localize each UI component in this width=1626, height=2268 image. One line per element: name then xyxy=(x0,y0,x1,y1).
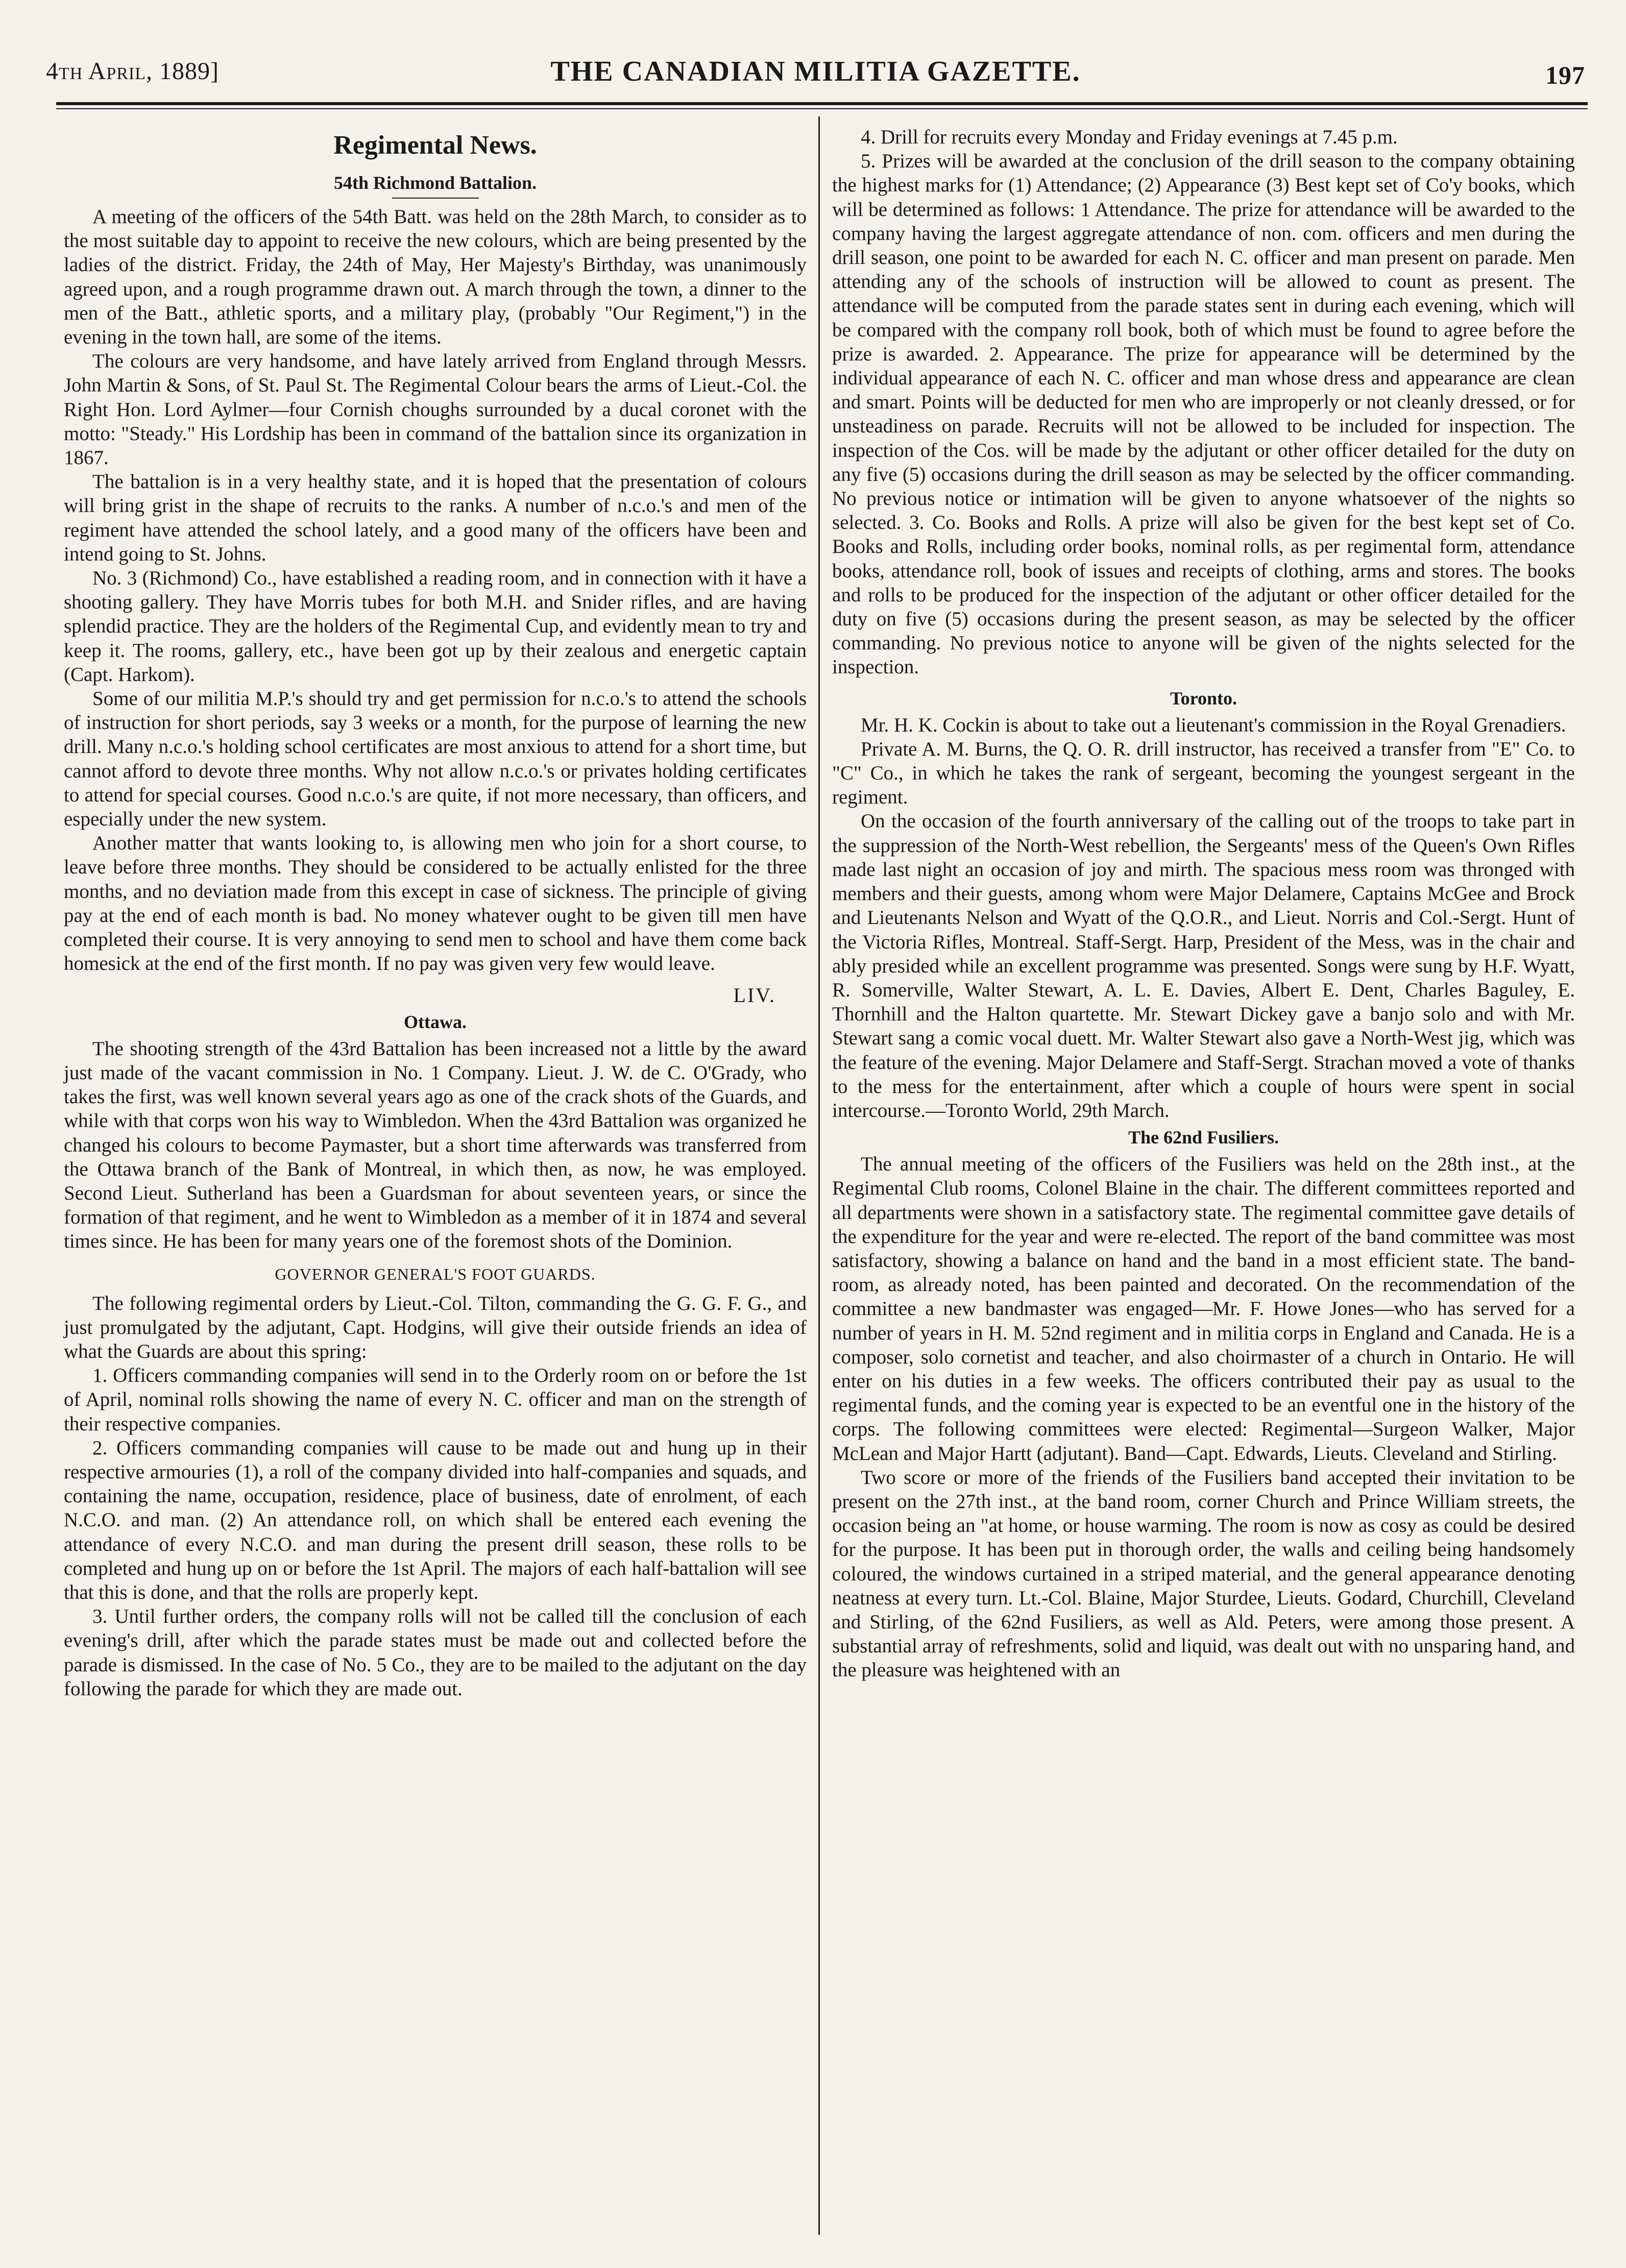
page-header xyxy=(46,51,1585,92)
paragraph: 3. Until further orders, the company rolls will not be called till the conclusion of each evening's drill, after which the parade states must be made out and collected before the parade is dismissed. In the case of No. 5 Co., they are to be mailed to the adjutant on the day following the parade for which they are made out. xyxy=(64,1605,807,1700)
paragraph: A meeting of the officers of the 54th Batt. was held on the 28th March, to consider as to the most suitable day to appoint to receive the new colours, which are being presented by the ladies of the district. Friday, the 24th of May, Her Majesty's Birthday, was unanimously agreed upon, and a rough programme drawn out. A march through the town, a dinner to the men of the Batt., athletic sports, and a military play, (probably "Our Regiment,") in the evening in the town hall, are some of the items. xyxy=(64,206,807,349)
article-heading-fusiliers: The 62nd Fusiliers. xyxy=(1128,1127,1279,1148)
paragraph: Mr. H. K. Cockin is about to take out a lieutenant's commission in the Royal Grenadiers. xyxy=(861,714,1566,736)
paragraph: No. 3 (Richmond) Co., have established a reading room, and in connection with it have a shooting gallery. They have Morris tubes for both M.H. and Snider rifles, and are having splendid practice. They are the holders of the Regimental Cup, and evidently mean to try and keep it. The rooms, gallery, etc., have been got up by their zealous and energetic captain (Capt. Harkom). xyxy=(64,567,807,686)
paragraph: The following regimental orders by Lieut.-Col. Tilton, commanding the G. G. F. G., and just promulgated by the adjutant, Capt. Hodgins, will give their outside friends an idea of what the Guards are about this spring: xyxy=(64,1292,807,1362)
paragraph: The battalion is in a very healthy state, and it is hoped that the presentation of colours will bring grist in the shape of recruits to the ranks. A number of n.c.o.'s and men of the regiment have attended the school lately, and a good many of the officers have been and intend going to St. Johns. xyxy=(64,471,807,565)
right-column xyxy=(832,125,1575,1682)
paragraph: The shooting strength of the 43rd Battalion has been increased not a little by the award just made of the vacant commission in No. 1 Company. Lieut. J. W. de C. O'Grady, who takes the first, was well known several years ago as one of the crack shots of the Guards, and while with that corps won his way to Wimbledon. When the 43rd Battalion was organized he changed his colours to become Paymaster, but a short time afterwards was transferred from the Ottawa branch of the Bank of Montreal, in which then, as now, he was employed. Second Lieut. Sutherland has been a Guardsman for about seventeen years, or since the formation of that regiment, and he went to Wimbledon as a member of it in 1874 and several times since. He has been for many years one of the foremost shots of the Dominion. xyxy=(64,1037,807,1253)
subheading-foot-guards: GOVERNOR GENERAL'S FOOT GUARDS. xyxy=(275,1264,596,1283)
article-heading-toronto: Toronto. xyxy=(1170,688,1237,709)
issue-date: 4th April, 1889] xyxy=(46,58,219,85)
header-rule-thick xyxy=(56,102,1588,105)
paragraph: Another matter that wants looking to, is allowing men who join for a short course, to leave before three months. They should be considered to be actually enlisted for the three months, and no deviation made from this except in case of sickness. The principle of giving pay at the end of each month is bad. No money whatever ought to be given till men have completed their course. It is very annoying to send men to school and have them come back homesick at the end of the first month. If no pay was given very few would leave. xyxy=(64,832,807,975)
article-heading-ottawa: Ottawa. xyxy=(404,1011,467,1032)
heading-rule xyxy=(392,198,479,199)
paragraph: 1. Officers commanding companies will send in to the Orderly room on or before the 1st of April, nominal rolls showing the name of every N. C. officer and man on the strength of their respective companies. xyxy=(64,1364,807,1435)
page-number: 197 xyxy=(1545,61,1585,89)
left-column xyxy=(64,125,807,1701)
paragraph: The colours are very handsome, and have lately arrived from England through Messrs. John Martin & Sons, of St. Paul St. The Regimental Colour bears the arms of Lieut.-Col. the Right Hon. Lord Aylmer—four Cornish choughs surrounded by a ducal coronet with the motto: "Steady." His Lordship has been in command of the battalion since its organization in 1867. xyxy=(64,350,807,469)
paragraph: 5. Prizes will be awarded at the conclusion of the drill season to the company obtaining the highest marks for (1) Attendance; (2) Appearance (3) Best kept set of Co'y books, which will be determined as follows: 1 Attendance. The prize for attendance will be awarded to the company having the largest aggregate attendance of non. com. officers and men during the drill season, one point to be awarded for each N. C. officer and man present on parade. Men attending any of the schools of instruction will be allowed to count as present. The attendance will be computed from the parade states sent in during each evening, which will be compared with the company roll book, both of which must be found to agree before the prize is awarded. 2. Appearance. The prize for appearance will be determined by the individual appearance of each N. C. officer and man whose dress and appearance are clean and smart. Points will be deducted for men who are improperly or not cleanly dressed, or for unsteadiness on parade. Recruits will not be allowed to be included for inspection. The inspection of the Cos. will be made by the adjutant or other officer detailed for the duty on any five (5) occasions during the drill season as may be selected by the officer commanding. No previous notice or intimation will be given to anyone whatsoever of the nights so selected. 3. Co. Books and Rolls. A prize will also be given for the best kept set of Co. Books and Rolls, including order books, nominal rolls, as per regimental form, attendance books, attendance roll, book of issues and receipts of clothing, arms and stores. The books and rolls to be produced for the inspection of the adjutant or other officer detailed for the duty on five (5) occasions during the present season, as may be selected by the officer commanding. No previous notice to anyone will be given of the nights selected for the inspection. xyxy=(832,150,1575,678)
signature: LIV. xyxy=(733,983,776,1007)
article-heading-richmond: 54th Richmond Battalion. xyxy=(333,173,537,193)
paragraph: On the occasion of the fourth anniversary of the calling out of the troops to take part in the suppression of the North-West rebellion, the Sergeants' mess of the Queen's Own Rifles made last night an occasion of joy and mirth. The spacious mess room was thronged with members and their guests, among whom were Major Delamere, Captains McGee and Brock and Lieutenants Nelson and Wyatt of the Q.O.R., and Lieut. Norris and Col.-Sergt. Hunt of the Victoria Rifles, Montreal. Staff-Sergt. Harp, President of the Mess, was in the chair and ably presided while an excellent programme was presented. Songs were sung by H.F. Wyatt, R. Somerville, Walter Stewart, A. L. E. Davies, Albert E. Dent, Charles Baguley, E. Thornhill and the Halton quartette. Mr. Stewart Dickey gave a banjo solo and with Mr. Stewart sang a comic vocal duett. Mr. Walter Stewart also gave a North-West jig, which was the feature of the evening. Major Delamere and Staff-Sergt. Strachan moved a vote of thanks to the mess for the entertainment, after which a couple of hours were spent in social intercourse.—Toronto World, 29th March. xyxy=(832,810,1575,1121)
paragraph: 4. Drill for recruits every Monday and Friday evenings at 7.45 p.m. xyxy=(861,126,1398,148)
paragraph: Private A. M. Burns, the Q. O. R. drill instructor, has received a transfer from "E" Co. to "C" Co., in which he takes the rank of sergeant, becoming the youngest sergeant in the regiment. xyxy=(832,738,1575,809)
gazette-title: THE CANADIAN MILITIA GAZETTE. xyxy=(550,56,1081,87)
paragraph: 2. Officers commanding companies will cause to be made out and hung up in their respective armouries (1), a roll of the company divided into half-companies and squads, and containing the name, occupation, residence, place of business, date of enrolment, of each N.C.O. and man. (2) An attendance roll, on which shall be entered each evening the attendance of every N.C.O. and man during the present drill season, these rolls to be completed and hung up on or before the 1st April. The majors of each half-battalion will see that this is done, and that the rolls are properly kept. xyxy=(64,1436,807,1603)
column-divider xyxy=(818,116,820,2235)
header-rule-thin xyxy=(56,108,1588,109)
section-title: Regimental News. xyxy=(333,131,537,160)
paragraph: Two score or more of the friends of the Fusiliers band accepted their invitation to be present on the 27th inst., at the band room, corner Church and Prince William streets, the occasion being an "at home, or house warming. The room is now as cosy as could be desired for the purpose. It has been put in thorough order, the walls and ceiling being handsomely coloured, the windows curtained in a striped material, and the general appearance denoting neatness at every turn. Lt.-Col. Blaine, Major Sturdee, Lieuts. Godard, Churchill, Cleveland and Stirling, of the 62nd Fusiliers, as well as Ald. Peters, were among those present. A substantial array of refreshments, solid and liquid, was dealt out with no unsparing hand, and the pleasure was heightened with an xyxy=(832,1466,1575,1681)
paragraph: The annual meeting of the officers of the Fusiliers was held on the 28th inst., at the Regimental Club rooms, Colonel Blaine in the chair. The different committees reported and all departments were shown in a satisfactory state. The regimental committee gave details of the expenditure for the year and were re-elected. The report of the band committee was most satisfactory, showing a balance on hand and the band in a most efficient state. The band-room, as already noted, has been painted and decorated. On the recommendation of the committee a new bandmaster was engaged—Mr. F. Howe Jones—who has served for a number of years in H. M. 52nd regiment and in militia corps in England and Canada. He is a composer, solo cornetist and teacher, and also choirmaster of a church in Ontario. He will enter on his duties in a few weeks. The officers contributed their pay as usual to the regimental funds, and the coming year is expected to be an eventful one in the history of the corps. The following committees were elected: Regimental—Surgeon Walker, Major McLean and Major Hartt (adjutant). Band—Capt. Edwards, Lieuts. Cleveland and Stirling. xyxy=(832,1153,1575,1465)
paragraph: Some of our militia M.P.'s should try and get permission for n.c.o.'s to attend the schools of instruction for short periods, say 3 weeks or a month, for the purpose of learning the new drill. Many n.c.o.'s holding school certificates are most anxious to attend for a short time, but cannot afford to devote three months. Why not allow n.c.o.'s or privates holding certificates to attend for special courses. Good n.c.o.'s are quite, if not more necessary, than officers, and especially under the new system. xyxy=(64,688,807,831)
